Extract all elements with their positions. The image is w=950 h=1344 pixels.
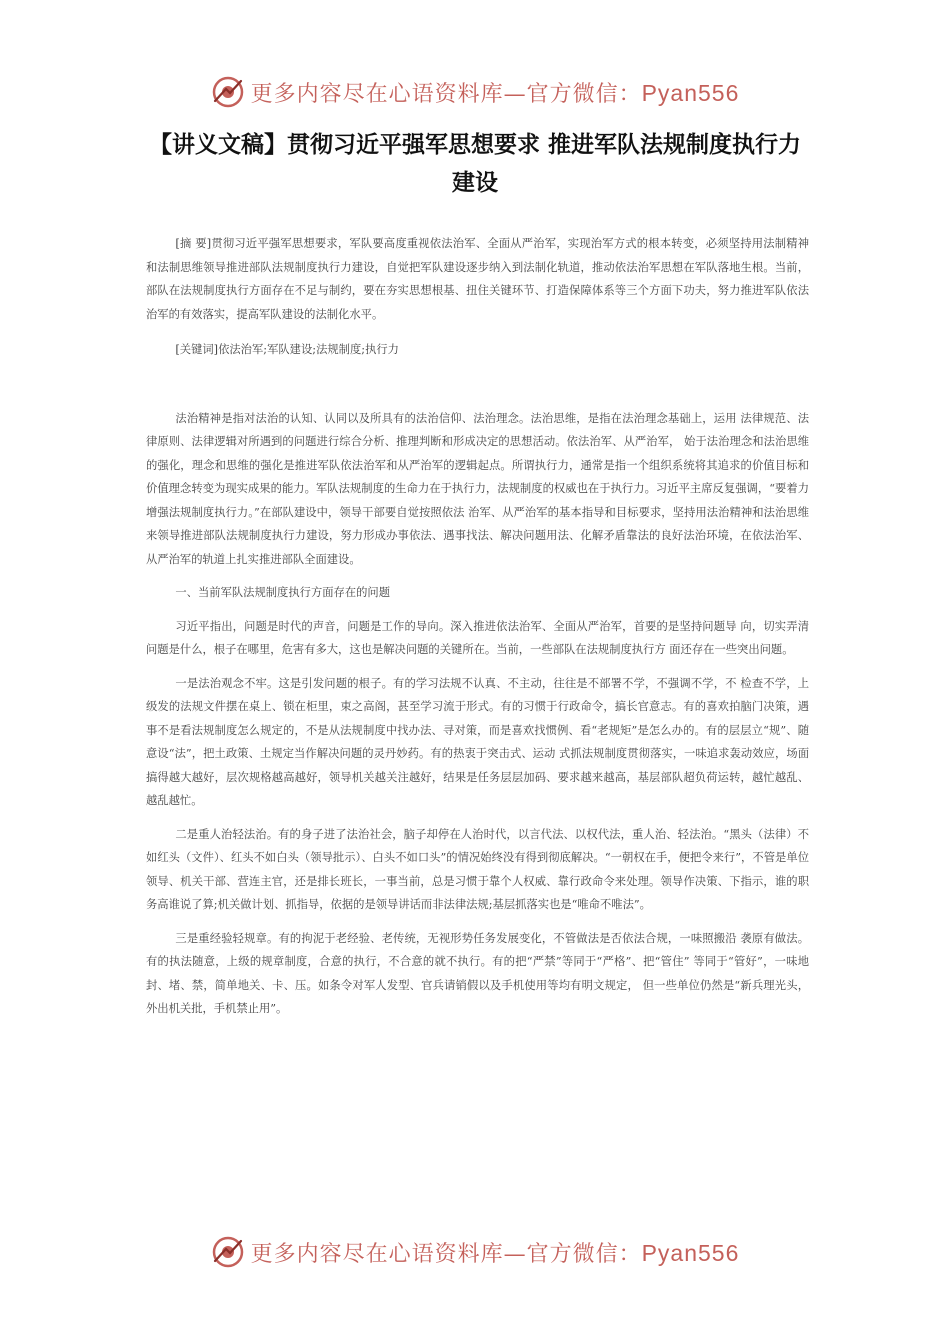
keywords-paragraph: [关键词]依法治军;军队建设;法规制度;执行力 (175, 343, 399, 356)
header-watermark-banner (0, 70, 950, 114)
abstract-paragraph: [摘 要]贯彻习近平强军思想要求，军队要高度重视依法治军、全面从严治军，实现治军方式的根本转变，必须坚持用法制精神和法制思维领导推进部队法规制度执行力建设，自觉把军队建设逐步纳入到法制化轨道，推动依法治军思想在军队落地生根。当前，部队在法规制度执行方面存在不足与制约，要在夯实思想根基、扭住关键环节、打造保障体系等三个方面下功夫，努力推进军队依法治军的有效落实，提高军队建设的法制化水平。 (146, 237, 809, 321)
document-body (146, 232, 809, 1031)
document-title: 【讲义文稿】贯彻习近平强军思想要求 推进军队法规制度执行力建设 (148, 132, 801, 196)
footer-watermark-banner (0, 1230, 950, 1274)
point-3-paragraph: 三是重经验轻规章。有的拘泥于老经验、老传统，无视形势任务发展变化，不管做法是否依法合规，一味照搬沿 袭原有做法。有的执法随意，上级的规章制度，合意的执行，不合意的就不执行。有的把“严禁”等同于“严格”、把“管住” 等同于“管好”，一味地封、堵、禁，简单地关、卡、压。如条令对军人发型、官兵请销假以及手机使用等均有明文规定， 但一些单位仍然是“新兵理光头，外出机关批，手机禁止用”。 (146, 931, 809, 1015)
point-1-paragraph: 一是法治观念不牢。这是引发问题的根子。有的学习法规不认真、不主动，往往是不部署不学，不强调不学，不 检查不学，上级发的法规文件摆在桌上、锁在柜里，束之高阁，甚至学习流于形式。有的习惯于行政命令，搞长官意志。有的喜欢拍脑门决策，遇事不是看法规制度怎么规定的，不是从法规制度中找办法、寻对策，而是喜欢找惯例、看“老规矩”是怎么办的。有的层层立“规”、随意设“法”，把土政策、土规定当作解决问题的灵丹妙药。有的热衷于突击式、运动 式抓法规制度贯彻落实，一味追求轰动效应，场面搞得越大越好，层次规格越高越好，领导机关越关注越好，结果是任务层层加码、要求越来越高，基层部队超负荷运转，越忙越乱、越乱越忙。 (146, 676, 809, 807)
brand-logo-icon (211, 75, 245, 109)
wechat-handle: Pyan556 (641, 1239, 740, 1266)
wechat-handle: Pyan556 (641, 79, 740, 106)
watermark-text: 更多内容尽在心语资料库—官方微信：Pyan556 (250, 79, 740, 107)
watermark-text: 更多内容尽在心语资料库—官方微信：Pyan556 (250, 1239, 740, 1267)
section-intro-paragraph: 习近平指出，问题是时代的声音，问题是工作的导向。深入推进依法治军、全面从严治军，首要的是坚持问题导 向，切实弄清问题是什么，根子在哪里，危害有多大，这也是解决问题的关键所在。当前，一些部队在法规制度执行方 面还存在一些突出问题。 (146, 619, 809, 656)
intro-paragraph: 法治精神是指对法治的认知、认同以及所具有的法治信仰、法治理念。法治思维，是指在法治理念基础上，运用 法律规范、法律原则、法律逻辑对所遇到的问题进行综合分析、推理判断和形成决定的思想活动。依法治军、从严治军， 始于法治理念和法治思维的强化，理念和思维的强化是推进军队依法治军和从严治军的逻辑起点。所谓执行力，通常是指一个组织系统将其追求的价值目标和价值理念转变为现实成果的能力。军队法规制度的生命力在于执行力，法规制度的权威也在于执行力。习近平主席反复强调，“要着力增强法规制度执行力。”在部队建设中，领导干部要自觉按照依法 治军、从严治军的基本指导和目标要求，坚持用法治精神和法治思维来领导推进部队法规制度执行力建设，努力形成办事依法、遇事找法、解决问题用法、化解矛盾靠法的良好法治环境，在依法治军、从严治军的轨道上扎实推进部队全面建设。 (146, 411, 809, 566)
point-2-paragraph: 二是重人治轻法治。有的身子进了法治社会，脑子却停在人治时代，以言代法、以权代法，重人治、轻法治。“黑头（法律）不如红头（文件）、红头不如白头（领导批示）、白头不如口头”的情况始终没有得到彻底解决。“一朝权在手，便把令来行”，不管是单位领导、机关干部、营连主官，还是排长班长，一事当前，总是习惯于靠个人权威、靠行政命令来处理。领导作决策、下指示，谁的职务高谁说了算;机关做计划、抓指导，依据的是领导讲话而非法律法规;基层抓落实也是“唯命不唯法”。 (146, 827, 809, 911)
brand-logo-icon (211, 1235, 245, 1269)
section-heading: 一、当前军队法规制度执行方面存在的问题 (175, 586, 391, 599)
